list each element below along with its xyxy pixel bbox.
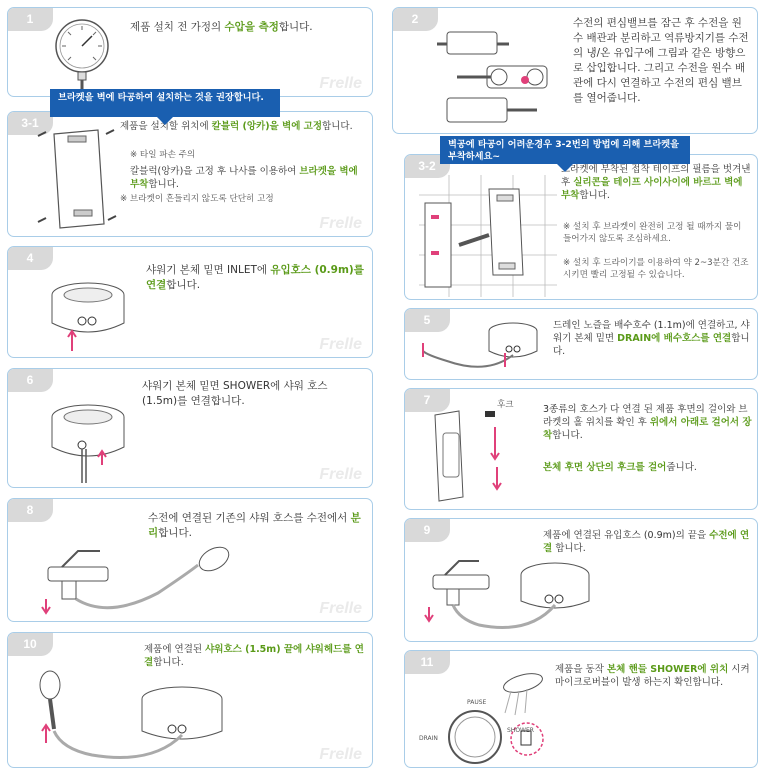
step-number: 10 (7, 632, 53, 656)
shower-label: SHOWER (507, 727, 534, 734)
faucet-valve-illustration (427, 22, 567, 130)
step-5-card (404, 308, 758, 380)
highlight-text: 위에서 아래로 걸어서 장착 (543, 417, 752, 441)
text-part: 합니다. (166, 279, 201, 291)
microbubble-check-illustration (415, 673, 555, 767)
step-number: 6 (7, 368, 53, 392)
text-part: 시켜 마이크로버블이 발생 하는지 확인합니다. (555, 664, 750, 688)
step-3-2-note-2: ※ 설치 후 드라이기를 이용하여 약 2~3분간 건조시키면 빨리 고정될 수 있습니다. (563, 258, 749, 280)
text-part: 합니다. (158, 527, 192, 539)
text-part: 합니다. (553, 333, 750, 357)
step-6-text: 샤워기 본체 밑면 SHOWER에 샤워 호스(1.5m)를 연결합니다. (142, 380, 328, 407)
step-number: 4 (7, 246, 53, 270)
text-part: 제품을 설치할 위치에 (120, 121, 212, 132)
highlight-text: 본체 핸들 SHOWER에 위치 (606, 664, 729, 675)
step-11-text (555, 663, 753, 689)
drain-label: DRAIN (419, 735, 438, 742)
step-number: 3-2 (404, 154, 450, 178)
text-part: 칼블럭(앙카)을 고정 후 나사를 이용하여 (130, 166, 300, 177)
text-part: 합니다. (579, 190, 610, 201)
text-part: 합니다. (322, 121, 353, 132)
pause-label: PAUSE (467, 699, 487, 706)
banner-3-1: 브라켓을 벽에 타공하여 설치하는 것을 권장합니다. (50, 89, 280, 117)
step-8-text (148, 511, 364, 541)
text-part: 브라켓에 부착된 접착 테이프의 필름을 벗겨낸 후 (561, 164, 751, 188)
text-part: 제품에 연결된 유입호스 (0.9m)의 끝을 (543, 530, 710, 541)
hook-label: 후크 (497, 400, 514, 410)
step-9-card (404, 518, 758, 642)
text-part: 드레인 노즐을 배수호수 (1.1m)에 연결하고, 샤워기 본체 밑면 (553, 320, 750, 344)
step-number: 1 (7, 7, 53, 31)
text-part: 합니다. (148, 179, 179, 190)
text-part: 제품에 연결된 (144, 644, 206, 655)
step-4-text (146, 263, 366, 293)
step-number: 2 (392, 7, 438, 31)
text-part: 줍니다. (666, 462, 697, 473)
pressure-gauge-illustration (46, 16, 126, 92)
bracket-wall-illustration (34, 128, 118, 234)
highlight-text: 본체 후면 상단의 후크를 걸어 (543, 462, 667, 473)
step-5-text (553, 319, 753, 358)
highlight-text: 분리 (148, 512, 361, 539)
showerhead-connect-illustration (32, 669, 252, 765)
step-7-card (404, 388, 758, 510)
hook-mount-illustration (425, 403, 525, 507)
highlight-text: 브라켓을 벽에 부착 (130, 166, 358, 190)
text-part: 샤워기 본체 밑면 INLET에 (146, 264, 271, 276)
highlight-text: 샤워호스 (1.5m) 끝에 샤워헤드를 연결 (144, 644, 364, 668)
shower-hose-illustration (38, 399, 138, 485)
text-part: 3종류의 호스가 다 연결 된 제품 후면의 걸이와 브라켓의 홀 위치를 확인 후 (543, 404, 748, 428)
brand-watermark: Frelle (319, 75, 362, 92)
step-number: 9 (404, 518, 450, 542)
step-7-text-b (543, 461, 753, 474)
inlet-to-faucet-illustration (419, 555, 745, 639)
text-part: 합니다. (278, 21, 313, 33)
step-number: 5 (404, 308, 450, 332)
step-1-card (7, 7, 373, 97)
highlight-text: 실리콘을 테이프 사이사이에 바르고 벽에 부착 (561, 177, 743, 201)
text-part: 합니다. (552, 543, 586, 554)
step-3-1-note-1: ※ 타일 파손 주의 (130, 150, 196, 160)
inlet-hose-illustration (42, 275, 138, 355)
brand-watermark: Frelle (319, 215, 362, 232)
text-part: 수전에 연결된 기존의 샤워 호스를 수전에서 (148, 512, 351, 524)
highlight-text: 수전에 연결 (543, 530, 750, 554)
step-4-card (7, 246, 373, 358)
step-11-card (404, 650, 758, 768)
disconnect-hose-illustration (38, 543, 238, 619)
step-3-1-card (7, 111, 373, 237)
step-6-card (7, 368, 373, 488)
text-part: 제품 설치 전 가정의 (130, 21, 225, 33)
step-3-1-note-2: ※ 브라켓이 흔들리지 않도록 단단히 고정 (120, 194, 274, 204)
text-part: 합니다. (153, 657, 184, 668)
step-number: 8 (7, 498, 53, 522)
step-10-text (144, 643, 364, 669)
brand-watermark: Frelle (319, 746, 362, 763)
step-3-2-note-1: ※ 설치 후 브라켓이 완전히 고정 될 때까지 물이 들어가지 않도록 조심하세요. (563, 222, 742, 244)
step-number: 11 (404, 650, 450, 674)
step-number: 3-1 (7, 111, 53, 135)
step-3-1-text-b (130, 165, 364, 191)
highlight-text: DRAIN에 배수호스를 연결 (617, 333, 732, 344)
step-3-2-card (404, 154, 758, 300)
step-number: 7 (404, 388, 450, 412)
bracket-tile-illustration (419, 175, 557, 297)
banner-3-2: 벽공에 타공이 어려운경우 3-2번의 방법에 의해 브라켓을 부착하세요~ (440, 136, 690, 164)
text-part: 합니다. (552, 430, 583, 441)
step-1-text (130, 20, 360, 35)
step-10-card (7, 632, 373, 768)
step-7-text-a (543, 403, 753, 442)
drain-hose-illustration (417, 315, 541, 377)
brand-watermark: Frelle (319, 336, 362, 353)
brand-watermark: Frelle (319, 600, 362, 617)
step-2-card (392, 7, 758, 134)
highlight-text: 수압을 측정 (224, 21, 279, 33)
brand-watermark: Frelle (319, 466, 362, 483)
step-3-2-text (561, 163, 751, 202)
step-9-text (543, 529, 753, 555)
step-2-text: 수전의 편심밸브를 잠근 후 수전을 원수 배관과 분리하고 역류방지기를 수전의 냉/온 유입구에 그림과 같은 방향으로 삽입합니다. 그리고 수전을 원수 배관에 다시 연결하고 수전의 편심 밸브를 열어줍니다. (573, 17, 749, 104)
highlight-text: 칼블럭 (앙카)을 벽에 고정 (211, 121, 323, 132)
step-8-card (7, 498, 373, 622)
text-part: 제품을 동작 (555, 664, 607, 675)
highlight-text: 유입호스 (0.9m)를 연결 (146, 264, 364, 291)
